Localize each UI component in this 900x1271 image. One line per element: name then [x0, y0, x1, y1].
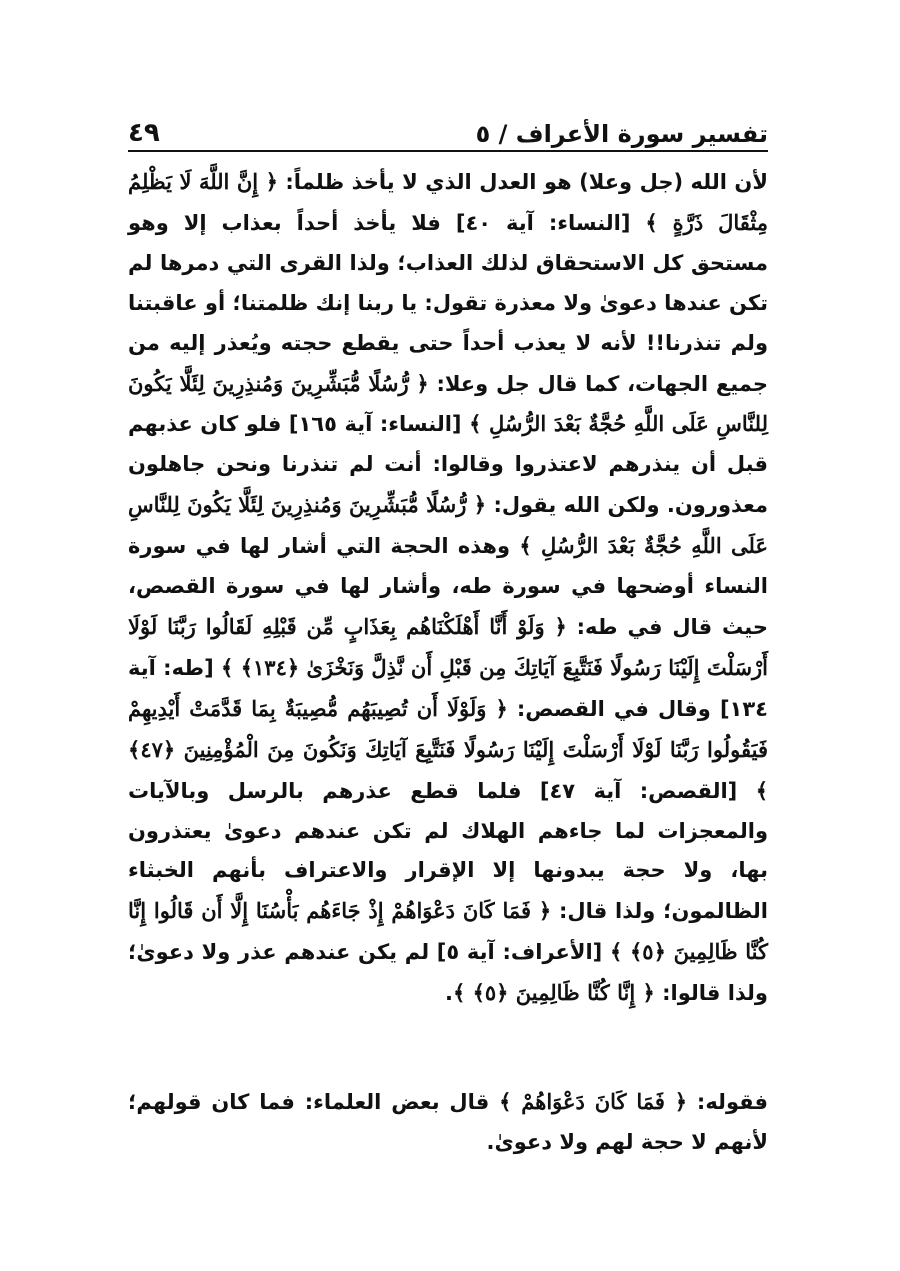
quran-verse: ﴿ فَمَا كَانَ دَعْوَاهُمْ ﴾	[499, 1089, 688, 1114]
quran-verse: ﴿ رُّسُلًا مُّبَشِّرِينَ وَمُنذِرِينَ لِئَلَّا يَكُونَ لِلنَّاسِ عَلَى اللَّهِ حُجَّةٌ بَعْدَ الرُّسُلِ ﴾	[128, 370, 768, 437]
running-title: تفسير سورة الأعراف / ٥	[475, 120, 768, 148]
text-segment: [النساء: آية ٤٠] فلا يأخذ أحداً بعذاب إلا وهو مستحق كل الاستحقاق لذلك العذاب؛ ولذا القرى التي دمرها لم تكن عندها دعوىٰ ولا معذرة تقول: يا ربنا إنك ظلمتنا؛ أو عاقبتنا ولم تنذرنا!! لأنه لا يعذب أحداً حتى يقطع حجته ويُعذر إليه من جميع الجهات، كما قال جل وعلا:	[128, 210, 768, 396]
text-segment: فقوله:	[687, 1090, 768, 1114]
text-segment: [القصص: آية ٤٧] فلما قطع عذرهم بالرسل وبالآيات والمعجزات لما جاءهم الهلاك لم تكن عندهم دعوىٰ يعتذرون بها، ولا حجة يبدونها إلا الإقرار والاعتراف بأنهم الخبثاء الظالمون؛ ولذا قال:	[128, 778, 768, 924]
main-paragraph	[128, 162, 768, 1014]
text-segment: قال بعض العلماء: فما كان قولهم؛ لأنهم لا حجة لهم ولا دعوىٰ.	[128, 1090, 768, 1154]
page-header	[128, 108, 768, 148]
quran-verse: ﴿ إِنَّا كُنَّا ظَالِمِينَ ﴿٥﴾ ﴾	[452, 980, 655, 1006]
quran-verse: ﴿ وَلَوْلَا أَن تُصِيبَهُم مُّصِيبَةٌ بِمَا قَدَّمَتْ أَيْدِيهِمْ فَيَقُولُوا رَبَّنَا لَوْلَا أَرْسَلْتَ إِلَيْنَا رَسُولًا فَنَتَّبِعَ آيَاتِكَ وَنَكُونَ مِنَ الْمُؤْمِنِينَ ﴿٤٧﴾ ﴾	[128, 695, 768, 803]
text-segment: [الأعراف: آية ٥] لم يكن عندهم عذر ولا دعوىٰ؛ ولذا قالوا:	[128, 940, 768, 1006]
quran-verse: ﴿ إِنَّ اللَّهَ لَا يَظْلِمُ مِثْقَالَ ذَرَّةٍ ﴾	[128, 169, 768, 235]
paragraph-1	[128, 162, 768, 1014]
quran-verse: ﴿ وَلَوْ أَنَّا أَهْلَكْنَاهُم بِعَذَابٍ مِّن قَبْلِهِ لَقَالُوا رَبَّنَا لَوْلَا أَرْسَلْتَ إِلَيْنَا رَسُولًا فَنَتَّبِعَ آيَاتِكَ مِن قَبْلِ أَن نَّذِلَّ وَنَخْزَىٰ ﴿١٣٤﴾ ﴾	[128, 613, 769, 680]
text-segment: لأن الله (جل وعلا) هو العدل الذي لا يأخذ ظلماً:	[277, 170, 768, 194]
text-segment: .	[444, 981, 453, 1006]
paragraph-2	[128, 1082, 768, 1162]
second-paragraph	[128, 1082, 768, 1162]
header-divider	[128, 150, 768, 152]
text-segment: [طه: آية ١٣٤] وقال في القصص:	[128, 655, 768, 721]
page-number: ٤٩	[128, 118, 160, 148]
quran-verse: ﴿ رُّسُلًا مُّبَشِّرِينَ وَمُنذِرِينَ لِئَلَّا يَكُونَ لِلنَّاسِ عَلَى اللَّهِ حُجَّةٌ بَعْدَ الرُّسُلِ ﴾	[128, 492, 768, 559]
text-segment: [النساء: آية ١٦٥] فلو كان عذبهم قبل أن ينذرهم لاعتذروا وقالوا: أنت لم تنذرنا ونحن جاهلون معذورون. ولكن الله يقول:	[128, 412, 768, 518]
text-segment: وهذه الحجة التي أشار لها في سورة النساء أوضحها في سورة طه، وأشار لها في سورة القصص، حيث قال في طه:	[128, 534, 768, 639]
quran-verse: ﴿ فَمَا كَانَ دَعْوَاهُمْ إِذْ جَاءَهُم بَأْسُنَا إِلَّا أَن قَالُوا إِنَّا كُنَّا ظَالِمِينَ ﴿٥﴾ ﴾	[128, 898, 768, 965]
